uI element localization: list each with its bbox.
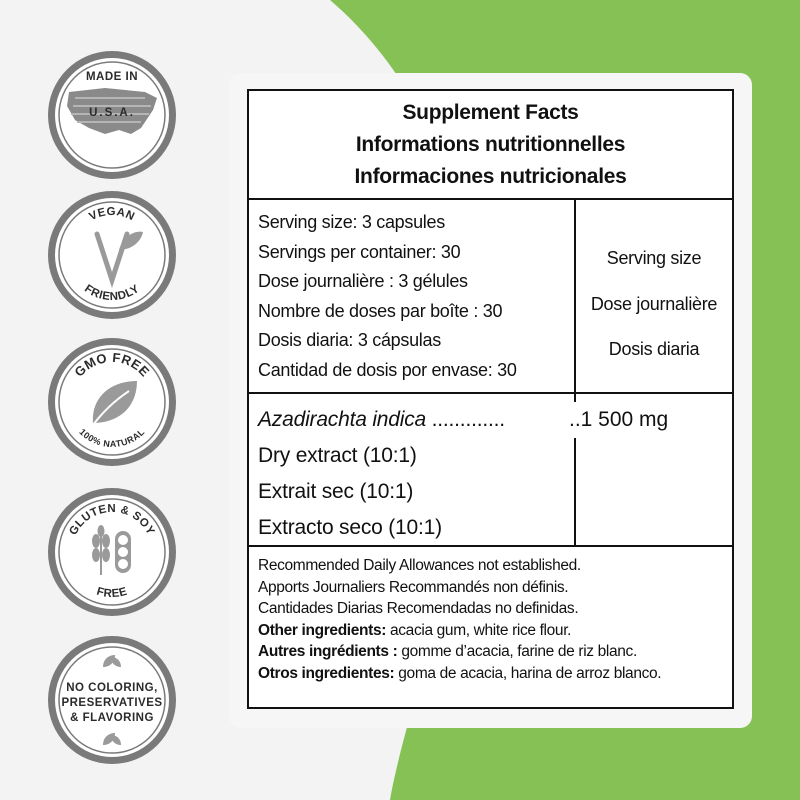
- supplement-facts-table: [247, 89, 734, 709]
- badge-line-1: NO COLORING,: [66, 682, 158, 694]
- title-french: Informations nutritionnelles: [355, 133, 626, 156]
- badge-main-text: U.S.A.: [89, 107, 135, 119]
- ingredient-name: Azadirachta indica: [258, 408, 426, 431]
- header-dose-journaliere: Dose journalière: [590, 293, 718, 314]
- ingredient-dots: .............: [426, 408, 505, 431]
- other-ingredients-label: Other ingredients:: [258, 621, 387, 639]
- badge-gluten-soy-free: [45, 485, 179, 619]
- badge-top-text: VEGAN: [87, 205, 137, 224]
- header-dosis-diaria: Dosis diaria: [608, 339, 700, 359]
- note-line: Apports Journaliers Recommandés non définis.: [258, 578, 569, 596]
- badge-no-coloring: [45, 633, 179, 767]
- title-english: Supplement Facts: [402, 101, 579, 124]
- notes-block: [249, 547, 732, 684]
- ingredient-form: Dry extract (10:1): [258, 444, 417, 467]
- ingredient-info: [249, 394, 576, 545]
- ingredient-name-row: [258, 402, 574, 438]
- other-ingredients-text: gomme d’acacia, farine de riz blanc.: [397, 643, 637, 660]
- note-line: Recommended Daily Allowances not established.: [258, 557, 581, 574]
- header-serving-size: Serving size: [606, 248, 702, 268]
- other-ingredients-text: acacia gum, white rice flour.: [386, 621, 572, 639]
- ingredient-block: [249, 394, 732, 547]
- badge-bottom-text: FRIENDLY: [82, 282, 142, 304]
- serving-line: Servings per container: 30: [258, 241, 461, 262]
- other-ingredients-label: Autres ingrédients :: [258, 643, 398, 660]
- other-ingredients-text: goma de acacia, harina de arroz blanco.: [394, 664, 662, 682]
- badge-line-3: & FLAVORING: [70, 712, 154, 724]
- serving-line: Cantidad de dosis por envase: 30: [258, 359, 517, 380]
- other-ingredients-english: [258, 620, 732, 642]
- title-spanish: Informaciones nutricionales: [354, 165, 627, 188]
- serving-column-headers: [576, 200, 732, 392]
- badge-gmo-free: [45, 335, 179, 469]
- other-ingredients-french: [258, 641, 732, 663]
- badge-top-text: GLUTEN & SOY: [67, 502, 157, 538]
- badge-bottom-text: FREE: [95, 585, 129, 601]
- serving-line: Nombre de doses par boîte : 30: [258, 300, 503, 321]
- ingredient-form: Extracto seco (10:1): [258, 516, 442, 539]
- badge-made-in-usa: [45, 48, 179, 182]
- badge-top-text: GMO FREE: [71, 349, 153, 380]
- badge-top-text: MADE IN: [85, 71, 139, 83]
- serving-line: Dosis diaria: 3 cápsulas: [258, 330, 441, 350]
- other-ingredients-label: Otros ingredientes:: [258, 664, 395, 682]
- ingredient-form: Extrait sec (10:1): [258, 480, 414, 503]
- badge-line-2: PRESERVATIVES: [61, 697, 163, 709]
- serving-block: [249, 200, 732, 394]
- serving-info: [249, 200, 576, 392]
- facts-title-block: [249, 91, 732, 200]
- badge-bottom-text: 100% NATURAL: [77, 426, 147, 450]
- ingredient-amount: ..1 500 mg: [567, 402, 668, 438]
- badge-vegan-friendly: [45, 188, 179, 322]
- other-ingredients-spanish: [258, 663, 732, 685]
- serving-line: Dose journalière : 3 gélules: [258, 271, 468, 291]
- note-line: Cantidades Diarias Recomendadas no definidas.: [258, 600, 579, 617]
- serving-line: Serving size: 3 capsules: [258, 212, 445, 232]
